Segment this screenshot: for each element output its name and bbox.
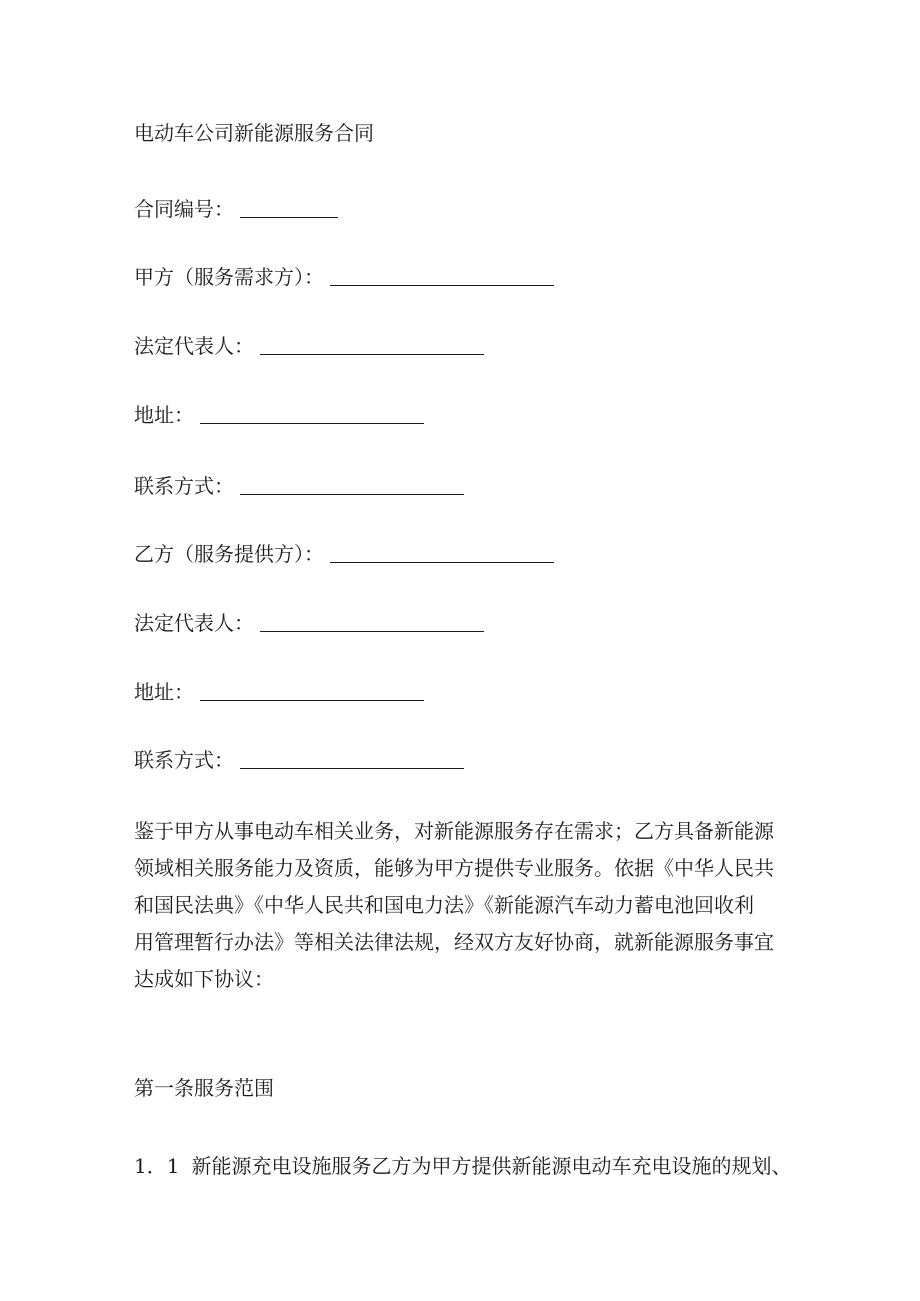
document-title: 电动车公司新能源服务合同: [134, 121, 374, 145]
party-a-contact-row: [134, 474, 464, 498]
party-a-legal-rep-label: 法定代表人：: [134, 334, 254, 358]
preamble-line: 鉴于甲方从事电动车相关业务，对新能源服务存在需求；乙方具备新能源: [134, 819, 774, 843]
party-a-legal-rep-blank: [260, 334, 484, 355]
party-b-legal-rep-row: [134, 611, 484, 635]
party-b-contact-blank: [240, 748, 464, 769]
party-a-address-blank: [200, 403, 424, 424]
party-b-blank: [330, 542, 554, 563]
party-a-blank: [330, 265, 554, 286]
party-b-legal-rep-blank: [260, 611, 484, 632]
party-b-row: [134, 542, 554, 566]
party-a-label: 甲方（服务需求方）：: [134, 265, 324, 289]
party-a-address-row: [134, 403, 424, 427]
clause-1-1-number: 1．1: [134, 1154, 180, 1178]
party-a-row: [134, 265, 554, 289]
party-b-label: 乙方（服务提供方）：: [134, 542, 324, 566]
party-b-contact-label: 联系方式：: [134, 748, 234, 772]
party-b-address-label: 地址：: [134, 680, 194, 704]
party-b-address-row: [134, 680, 424, 704]
party-b-contact-row: [134, 748, 464, 772]
party-a-address-label: 地址：: [134, 403, 194, 427]
clause-1-1-text: 新能源充电设施服务乙方为甲方提供新能源电动车充电设施的规划、: [191, 1154, 792, 1178]
preamble-paragraph: [134, 813, 784, 998]
party-a-contact-blank: [240, 474, 464, 495]
party-b-address-blank: [200, 680, 424, 701]
preamble-line: 和国民法典》《中华人民共和国电力法》《新能源汽车动力蓄电池回收利: [134, 893, 754, 917]
contract-number-blank: [240, 197, 338, 218]
article-1-heading: 第一条服务范围: [134, 1076, 274, 1100]
preamble-line: 用管理暂行办法》等相关法律法规，经双方友好协商，就新能源服务事宜: [134, 930, 774, 954]
party-b-legal-rep-label: 法定代表人：: [134, 611, 254, 635]
clause-1-1: [134, 1154, 791, 1178]
contract-number-label: 合同编号：: [134, 197, 234, 221]
preamble-line: 领域相关服务能力及资质，能够为甲方提供专业服务。依据《中华人民共: [134, 856, 774, 880]
preamble-line: 达成如下协议：: [134, 967, 274, 991]
party-a-legal-rep-row: [134, 334, 484, 358]
party-a-contact-label: 联系方式：: [134, 474, 234, 498]
contract-number-row: [134, 197, 338, 221]
